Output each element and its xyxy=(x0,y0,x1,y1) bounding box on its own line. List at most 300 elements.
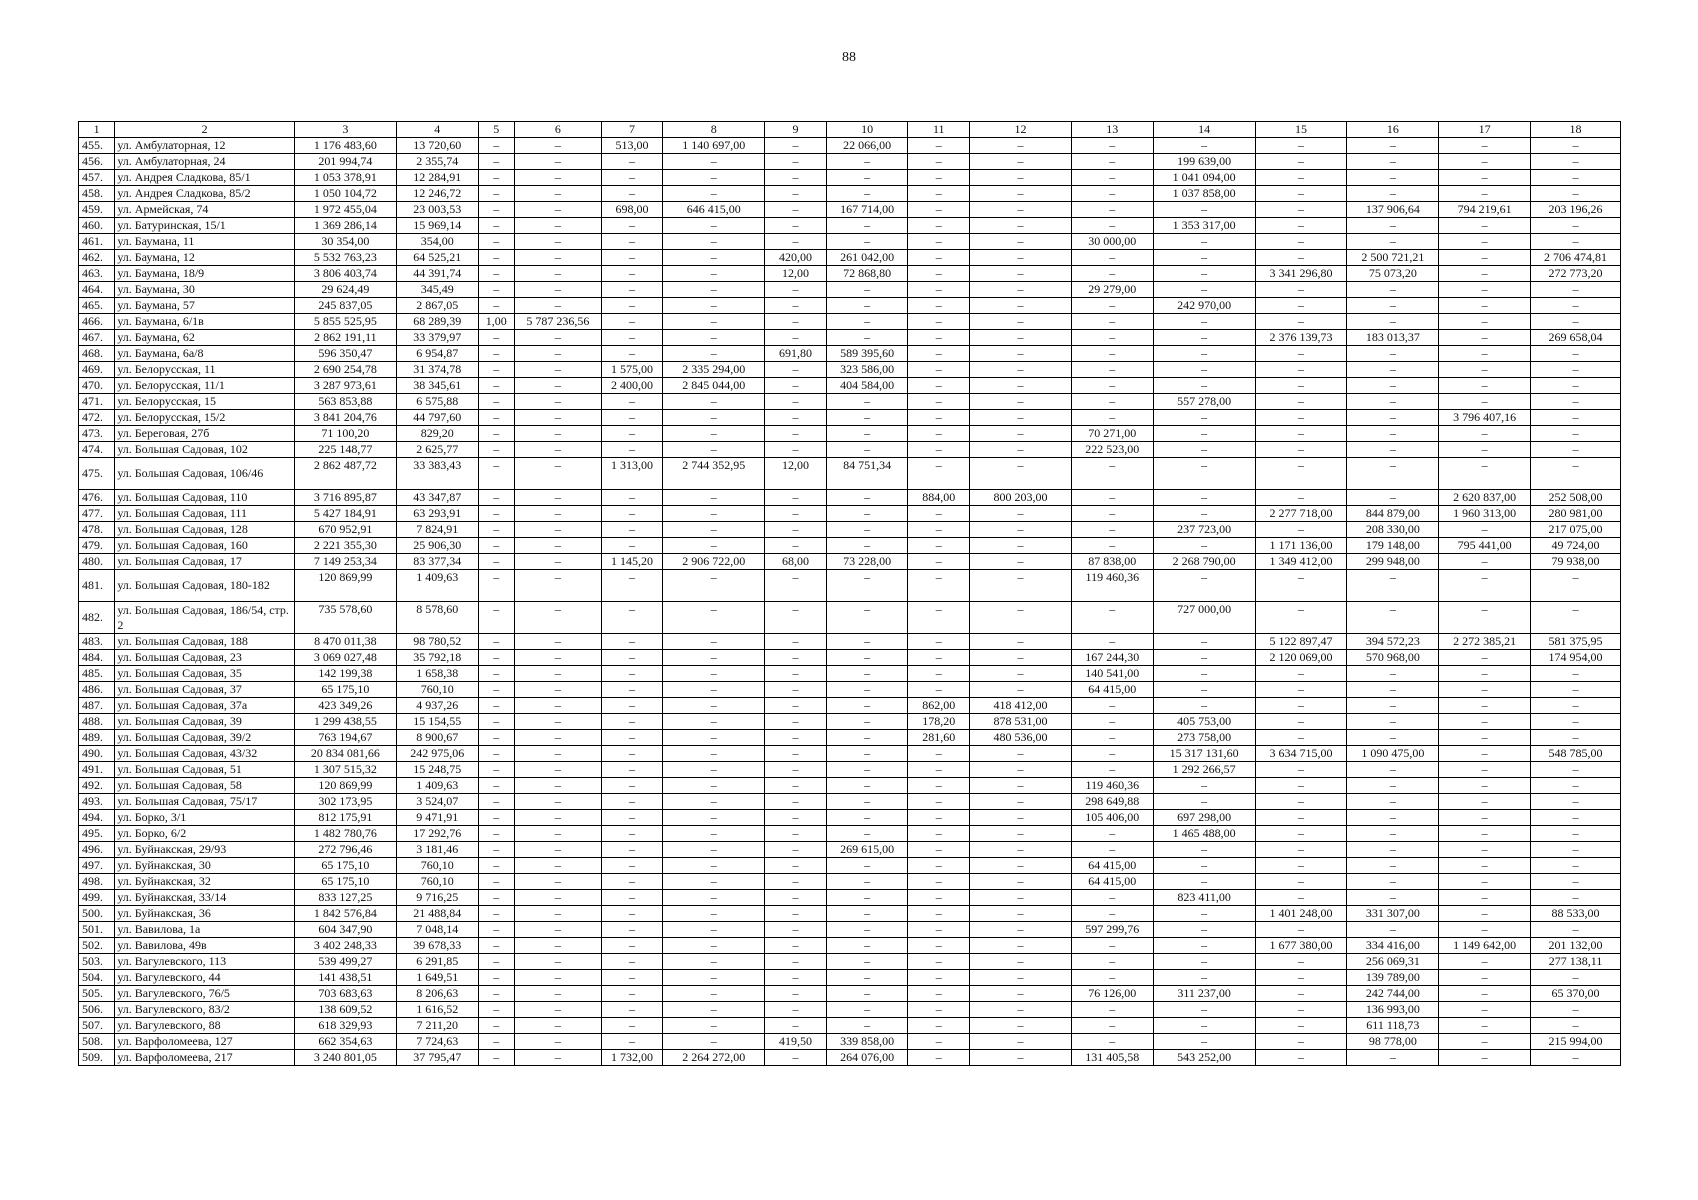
column-header-18: 18 xyxy=(1531,122,1621,138)
value-cell: – xyxy=(908,746,970,762)
address-cell: ул. Большая Садовая, 35 xyxy=(115,666,295,682)
value-cell: – xyxy=(970,458,1072,490)
value-cell: 1 299 438,55 xyxy=(294,714,396,730)
value-cell: – xyxy=(908,506,970,522)
value-cell: – xyxy=(663,298,765,314)
value-cell: – xyxy=(1153,490,1255,506)
address-cell: ул. Вагулевского, 113 xyxy=(115,954,295,970)
value-cell: – xyxy=(601,154,663,170)
value-cell: – xyxy=(1153,666,1255,682)
address-cell: ул. Вагулевского, 44 xyxy=(115,970,295,986)
value-cell: – xyxy=(478,442,514,458)
value-cell: – xyxy=(601,746,663,762)
value-cell: – xyxy=(601,714,663,730)
value-cell: 394 572,23 xyxy=(1347,634,1439,650)
value-cell: 618 329,93 xyxy=(294,1018,396,1034)
value-cell: – xyxy=(601,906,663,922)
value-cell: – xyxy=(970,362,1072,378)
value-cell: – xyxy=(826,154,908,170)
table-row xyxy=(79,218,1621,234)
value-cell: – xyxy=(1439,554,1531,570)
row-number-cell: 466. xyxy=(79,314,115,330)
value-cell: – xyxy=(1439,138,1531,154)
value-cell: – xyxy=(765,698,827,714)
address-cell: ул. Белорусская, 11 xyxy=(115,362,295,378)
value-cell: – xyxy=(514,922,601,938)
value-cell: – xyxy=(970,794,1072,810)
table-row xyxy=(79,362,1621,378)
value-cell: – xyxy=(1153,970,1255,986)
address-cell: ул. Большая Садовая, 37а xyxy=(115,698,295,714)
table-row xyxy=(79,746,1621,762)
value-cell: – xyxy=(663,538,765,554)
value-cell: – xyxy=(1153,266,1255,282)
value-cell: – xyxy=(1071,298,1153,314)
value-cell: – xyxy=(970,970,1072,986)
value-cell: – xyxy=(970,570,1072,602)
table-row xyxy=(79,762,1621,778)
value-cell: – xyxy=(1439,522,1531,538)
table-row xyxy=(79,170,1621,186)
value-cell: – xyxy=(970,762,1072,778)
value-cell: – xyxy=(1531,346,1621,362)
value-cell: – xyxy=(908,858,970,874)
value-cell: – xyxy=(1531,698,1621,714)
value-cell: – xyxy=(663,762,765,778)
value-cell: – xyxy=(970,986,1072,1002)
address-cell: ул. Большая Садовая, 160 xyxy=(115,538,295,554)
value-cell: 33 383,43 xyxy=(396,458,478,490)
value-cell: – xyxy=(1531,1002,1621,1018)
value-cell: – xyxy=(663,970,765,986)
value-cell: 215 994,00 xyxy=(1531,1034,1621,1050)
value-cell: – xyxy=(1255,442,1347,458)
value-cell: – xyxy=(1255,730,1347,746)
value-cell: – xyxy=(1439,298,1531,314)
value-cell: – xyxy=(1071,730,1153,746)
value-cell: – xyxy=(1531,442,1621,458)
value-cell: – xyxy=(1255,682,1347,698)
column-header-12: 12 xyxy=(970,122,1072,138)
value-cell: – xyxy=(663,330,765,346)
value-cell: 3 524,07 xyxy=(396,794,478,810)
value-cell: – xyxy=(514,202,601,218)
value-cell: – xyxy=(1255,522,1347,538)
value-cell: 6 575,88 xyxy=(396,394,478,410)
value-cell: – xyxy=(514,186,601,202)
value-cell: – xyxy=(1347,362,1439,378)
value-cell: – xyxy=(970,442,1072,458)
value-cell: 3 716 895,87 xyxy=(294,490,396,506)
value-cell: – xyxy=(663,922,765,938)
value-cell: – xyxy=(663,346,765,362)
value-cell: 354,00 xyxy=(396,234,478,250)
value-cell: – xyxy=(1255,570,1347,602)
value-cell: 345,49 xyxy=(396,282,478,298)
value-cell: 217 075,00 xyxy=(1531,522,1621,538)
value-cell: 237 723,00 xyxy=(1153,522,1255,538)
value-cell: 73 228,00 xyxy=(826,554,908,570)
table-row xyxy=(79,826,1621,842)
value-cell: – xyxy=(826,298,908,314)
value-cell: 3 181,46 xyxy=(396,842,478,858)
value-cell: – xyxy=(663,1034,765,1050)
value-cell: 63 293,91 xyxy=(396,506,478,522)
value-cell: – xyxy=(663,746,765,762)
value-cell: 64 525,21 xyxy=(396,250,478,266)
value-cell: – xyxy=(826,538,908,554)
value-cell: – xyxy=(1153,650,1255,666)
value-cell: – xyxy=(1071,698,1153,714)
address-cell: ул. Борко, 3/1 xyxy=(115,810,295,826)
table-row xyxy=(79,538,1621,554)
value-cell: – xyxy=(1347,186,1439,202)
value-cell: – xyxy=(514,554,601,570)
value-cell: – xyxy=(478,378,514,394)
value-cell: – xyxy=(1531,602,1621,634)
value-cell: – xyxy=(908,458,970,490)
column-header-9: 9 xyxy=(765,122,827,138)
value-cell: – xyxy=(1347,890,1439,906)
value-cell: – xyxy=(478,746,514,762)
value-cell: – xyxy=(1153,922,1255,938)
table-row xyxy=(79,1034,1621,1050)
table-row xyxy=(79,570,1621,602)
value-cell: – xyxy=(908,314,970,330)
value-cell: – xyxy=(970,778,1072,794)
value-cell: 75 073,20 xyxy=(1347,266,1439,282)
value-cell: – xyxy=(765,842,827,858)
value-cell: – xyxy=(765,970,827,986)
value-cell: – xyxy=(514,346,601,362)
value-cell: – xyxy=(765,714,827,730)
header-row xyxy=(79,122,1621,138)
row-number-cell: 463. xyxy=(79,266,115,282)
value-cell: 589 395,60 xyxy=(826,346,908,362)
value-cell: 252 508,00 xyxy=(1531,490,1621,506)
value-cell: 15 154,55 xyxy=(396,714,478,730)
table-row xyxy=(79,714,1621,730)
value-cell: – xyxy=(908,362,970,378)
value-cell: 833 127,25 xyxy=(294,890,396,906)
value-cell: – xyxy=(1071,1018,1153,1034)
value-cell: – xyxy=(908,202,970,218)
table-row xyxy=(79,202,1621,218)
value-cell: – xyxy=(908,1050,970,1066)
value-cell: – xyxy=(601,666,663,682)
value-cell: – xyxy=(514,410,601,426)
address-cell: ул. Большая Садовая, 58 xyxy=(115,778,295,794)
address-cell: ул. Буйнакская, 30 xyxy=(115,858,295,874)
value-cell: 1 041 094,00 xyxy=(1153,170,1255,186)
value-cell: – xyxy=(1153,250,1255,266)
value-cell: – xyxy=(826,938,908,954)
value-cell: – xyxy=(478,794,514,810)
value-cell: 548 785,00 xyxy=(1531,746,1621,762)
value-cell: – xyxy=(1439,746,1531,762)
value-cell: 2 221 355,30 xyxy=(294,538,396,554)
value-cell: – xyxy=(478,458,514,490)
value-cell: 76 126,00 xyxy=(1071,986,1153,1002)
value-cell: – xyxy=(601,1034,663,1050)
value-cell: – xyxy=(908,762,970,778)
value-cell: 8 470 011,38 xyxy=(294,634,396,650)
value-cell: – xyxy=(1439,186,1531,202)
value-cell: 12,00 xyxy=(765,458,827,490)
value-cell: 33 379,97 xyxy=(396,330,478,346)
row-number-cell: 505. xyxy=(79,986,115,1002)
value-cell: – xyxy=(514,602,601,634)
value-cell: – xyxy=(514,874,601,890)
value-cell: 242 975,06 xyxy=(396,746,478,762)
row-number-cell: 488. xyxy=(79,714,115,730)
value-cell: – xyxy=(514,170,601,186)
value-cell: 105 406,00 xyxy=(1071,810,1153,826)
value-cell: 1 401 248,00 xyxy=(1255,906,1347,922)
value-cell: – xyxy=(601,186,663,202)
value-cell: 604 347,90 xyxy=(294,922,396,938)
value-cell: – xyxy=(908,266,970,282)
value-cell: – xyxy=(1347,442,1439,458)
value-cell: – xyxy=(1531,138,1621,154)
value-cell: – xyxy=(1439,970,1531,986)
value-cell: – xyxy=(765,138,827,154)
value-cell: 2 272 385,21 xyxy=(1439,634,1531,650)
row-number-cell: 487. xyxy=(79,698,115,714)
row-number-cell: 490. xyxy=(79,746,115,762)
value-cell: – xyxy=(970,826,1072,842)
table-row xyxy=(79,330,1621,346)
value-cell: – xyxy=(1531,970,1621,986)
address-cell: ул. Андрея Сладкова, 85/2 xyxy=(115,186,295,202)
value-cell: – xyxy=(478,266,514,282)
value-cell: 2 862 191,11 xyxy=(294,330,396,346)
column-header-15: 15 xyxy=(1255,122,1347,138)
value-cell: – xyxy=(514,538,601,554)
value-cell: – xyxy=(1531,682,1621,698)
value-cell: 1 465 488,00 xyxy=(1153,826,1255,842)
row-number-cell: 499. xyxy=(79,890,115,906)
value-cell: 179 148,00 xyxy=(1347,538,1439,554)
value-cell: – xyxy=(1071,458,1153,490)
value-cell: – xyxy=(1439,698,1531,714)
table-row xyxy=(79,394,1621,410)
value-cell: 65 175,10 xyxy=(294,858,396,874)
value-cell: – xyxy=(1153,1034,1255,1050)
table-row xyxy=(79,298,1621,314)
value-cell: – xyxy=(1439,1002,1531,1018)
value-cell: – xyxy=(663,154,765,170)
value-cell: – xyxy=(765,874,827,890)
table-row xyxy=(79,954,1621,970)
value-cell: – xyxy=(1347,682,1439,698)
value-cell: – xyxy=(663,906,765,922)
value-cell: – xyxy=(1531,394,1621,410)
column-header-11: 11 xyxy=(908,122,970,138)
value-cell: 269 615,00 xyxy=(826,842,908,858)
value-cell: – xyxy=(970,234,1072,250)
value-cell: 1 409,63 xyxy=(396,778,478,794)
value-cell: 201 994,74 xyxy=(294,154,396,170)
value-cell: – xyxy=(1255,186,1347,202)
value-cell: – xyxy=(514,698,601,714)
value-cell: – xyxy=(663,986,765,1002)
value-cell: – xyxy=(1347,842,1439,858)
value-cell: 261 042,00 xyxy=(826,250,908,266)
value-cell: – xyxy=(478,666,514,682)
value-cell: 1 482 780,76 xyxy=(294,826,396,842)
value-cell: – xyxy=(1531,1050,1621,1066)
value-cell: – xyxy=(478,234,514,250)
value-cell: – xyxy=(514,714,601,730)
row-number-cell: 506. xyxy=(79,1002,115,1018)
value-cell: – xyxy=(1255,858,1347,874)
value-cell: 2 400,00 xyxy=(601,378,663,394)
value-cell: – xyxy=(765,442,827,458)
table-header xyxy=(79,122,1621,138)
value-cell: – xyxy=(908,330,970,346)
row-number-cell: 476. xyxy=(79,490,115,506)
value-cell: – xyxy=(1347,346,1439,362)
row-number-cell: 483. xyxy=(79,634,115,650)
value-cell: – xyxy=(1255,762,1347,778)
value-cell: 418 412,00 xyxy=(970,698,1072,714)
value-cell: 13 720,60 xyxy=(396,138,478,154)
value-cell: 2 268 790,00 xyxy=(1153,554,1255,570)
value-cell: – xyxy=(908,554,970,570)
value-cell: – xyxy=(908,794,970,810)
value-cell: 242 744,00 xyxy=(1347,986,1439,1002)
value-cell: – xyxy=(663,522,765,538)
value-cell: – xyxy=(514,858,601,874)
value-cell: – xyxy=(765,666,827,682)
value-cell: – xyxy=(1071,362,1153,378)
value-cell: – xyxy=(826,826,908,842)
value-cell: – xyxy=(601,842,663,858)
table-row xyxy=(79,698,1621,714)
value-cell: – xyxy=(1255,298,1347,314)
value-cell: 1 090 475,00 xyxy=(1347,746,1439,762)
value-cell: – xyxy=(970,1002,1072,1018)
value-cell: – xyxy=(601,1002,663,1018)
value-cell: – xyxy=(1255,394,1347,410)
value-cell: 1 677 380,00 xyxy=(1255,938,1347,954)
value-cell: – xyxy=(514,1034,601,1050)
value-cell: – xyxy=(1347,410,1439,426)
value-cell: 2 264 272,00 xyxy=(663,1050,765,1066)
value-cell: 280 981,00 xyxy=(1531,506,1621,522)
value-cell: 272 773,20 xyxy=(1531,266,1621,282)
value-cell: – xyxy=(765,602,827,634)
value-cell: – xyxy=(601,410,663,426)
table-row xyxy=(79,730,1621,746)
row-number-cell: 486. xyxy=(79,682,115,698)
value-cell: – xyxy=(826,602,908,634)
address-cell: ул. Буйнакская, 33/14 xyxy=(115,890,295,906)
value-cell: – xyxy=(1255,842,1347,858)
value-cell: – xyxy=(1071,154,1153,170)
table-row xyxy=(79,682,1621,698)
value-cell: – xyxy=(826,698,908,714)
value-cell: – xyxy=(663,650,765,666)
value-cell: 7 048,14 xyxy=(396,922,478,938)
value-cell: – xyxy=(826,730,908,746)
value-cell: – xyxy=(1255,826,1347,842)
value-cell: – xyxy=(908,538,970,554)
row-number-cell: 494. xyxy=(79,810,115,826)
value-cell: – xyxy=(1255,138,1347,154)
value-cell: 25 906,30 xyxy=(396,538,478,554)
value-cell: – xyxy=(1439,154,1531,170)
value-cell: – xyxy=(970,378,1072,394)
table-row xyxy=(79,986,1621,1002)
value-cell: – xyxy=(1439,986,1531,1002)
value-cell: 65 175,10 xyxy=(294,874,396,890)
value-cell: – xyxy=(1071,826,1153,842)
address-cell: ул. Белорусская, 15 xyxy=(115,394,295,410)
value-cell: – xyxy=(514,650,601,666)
value-cell: – xyxy=(765,218,827,234)
value-cell: – xyxy=(601,522,663,538)
value-cell: 698,00 xyxy=(601,202,663,218)
value-cell: 339 858,00 xyxy=(826,1034,908,1050)
table-row xyxy=(79,426,1621,442)
value-cell: 9 471,91 xyxy=(396,810,478,826)
value-cell: – xyxy=(663,410,765,426)
address-cell: ул. Большая Садовая, 111 xyxy=(115,506,295,522)
table-row xyxy=(79,858,1621,874)
value-cell: – xyxy=(1439,778,1531,794)
value-cell: – xyxy=(1531,282,1621,298)
value-cell: – xyxy=(663,842,765,858)
value-cell: – xyxy=(478,138,514,154)
value-cell: – xyxy=(826,714,908,730)
row-number-cell: 501. xyxy=(79,922,115,938)
row-number-cell: 500. xyxy=(79,906,115,922)
address-cell: ул. Андрея Сладкова, 85/1 xyxy=(115,170,295,186)
value-cell: – xyxy=(478,522,514,538)
value-cell: – xyxy=(1071,186,1153,202)
value-cell: 167 244,30 xyxy=(1071,650,1153,666)
value-cell: – xyxy=(1347,922,1439,938)
value-cell: 15 969,14 xyxy=(396,218,478,234)
value-cell: – xyxy=(1255,1018,1347,1034)
value-cell: – xyxy=(1347,154,1439,170)
value-cell: – xyxy=(826,442,908,458)
value-cell: 38 345,61 xyxy=(396,378,478,394)
value-cell: – xyxy=(1255,378,1347,394)
value-cell: – xyxy=(478,634,514,650)
value-cell: – xyxy=(1153,282,1255,298)
value-cell: – xyxy=(970,938,1072,954)
table-row xyxy=(79,234,1621,250)
value-cell: – xyxy=(1347,426,1439,442)
value-cell: – xyxy=(908,1002,970,1018)
value-cell: 79 938,00 xyxy=(1531,554,1621,570)
value-cell: – xyxy=(908,938,970,954)
value-cell: 98 778,00 xyxy=(1347,1034,1439,1050)
value-cell: – xyxy=(970,394,1072,410)
value-cell: 2 690 254,78 xyxy=(294,362,396,378)
value-cell: – xyxy=(601,250,663,266)
value-cell: – xyxy=(601,682,663,698)
value-cell: – xyxy=(1439,282,1531,298)
value-cell: – xyxy=(908,922,970,938)
row-number-cell: 474. xyxy=(79,442,115,458)
value-cell: 29 624,49 xyxy=(294,282,396,298)
value-cell: – xyxy=(1153,362,1255,378)
row-number-cell: 484. xyxy=(79,650,115,666)
